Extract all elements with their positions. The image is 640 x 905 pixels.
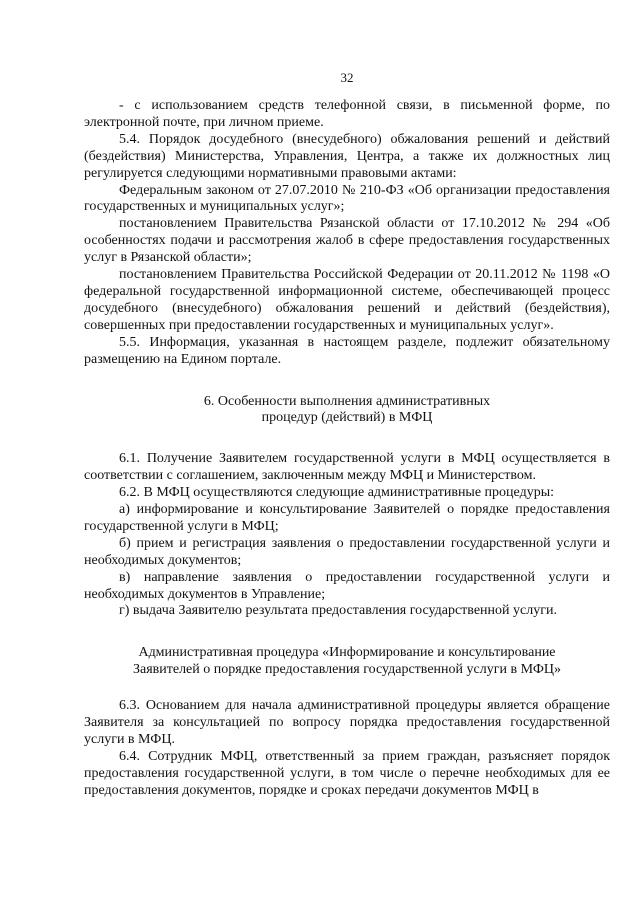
paragraph-ryazan-resolution: постановлением Правительства Рязанской области от 17.10.2012 № 294 «Об особенностях подачи и рассмотрения жалоб в сфере предоставления государственных услуг в Рязанской области»; (84, 216, 610, 266)
document-body (84, 98, 610, 800)
paragraph-contact-methods: - с использованием средств телефонной связи, в письменной форме, по электронной почте, при личном приеме. (84, 98, 610, 130)
list-item-b: б) прием и регистрация заявления о предоставлении государственной услуги и необходимых документов; (84, 535, 610, 568)
paragraph-5-4: 5.4. Порядок досудебного (внесудебного) обжалования решений и действий (бездействия) Министерства, Управления, Центра, а также их должностных лиц регулируется следующими нормативными правовыми актами: (84, 131, 610, 181)
procedure-heading-line-1: Административная процедура «Информирование и консультирование (138, 645, 556, 661)
section-6-heading-line-2: процедур (действий) в МФЦ (261, 410, 433, 426)
paragraph-federal-law: Федеральным законом от 27.07.2010 № 210-ФЗ «Об организации предоставления государственных и муниципальных услуг»; (84, 182, 610, 215)
page-number: 32 (340, 70, 354, 85)
paragraph-rf-resolution: постановлением Правительства Российской Федерации от 20.11.2012 № 1198 «О федеральной государственной информационной системе, обеспечивающей процесс досудебного (внесудебного) обжалования решений и действий (бездействия), совершенных при предоставлении государственных и муниципальных услуг». (84, 267, 610, 333)
procedure-heading-line-2: Заявителей о порядке предоставления государственной услуги в МФЦ» (132, 662, 562, 678)
list-item-g: г) выдача Заявителю результата предоставления государственной услуги. (119, 603, 557, 619)
paragraph-6-3: 6.3. Основанием для начала административной процедуры является обращение Заявителя за консультацией по вопросу порядка предоставления государственной услуги в МФЦ. (84, 698, 610, 747)
paragraph-6-2: 6.2. В МФЦ осуществляются следующие административные процедуры: (119, 485, 554, 501)
paragraph-6-1: 6.1. Получение Заявителем государственной услуги в МФЦ осуществляется в соответствии с соглашением, заключенным между МФЦ и Министерством. (84, 451, 610, 484)
section-6-heading-line-1: 6. Особенности выполнения административных (203, 393, 491, 409)
list-item-v: в) направление заявления о предоставлении государственной услуги и необходимых документов в Управление; (84, 569, 610, 602)
document-page (84, 0, 610, 905)
paragraph-6-4: 6.4. Сотрудник МФЦ, ответственный за прием граждан, разъясняет порядок предоставления государственной услуги, в том числе о перечне необходимых для ее предоставления документов, порядке и сроках передачи документов МФЦ в (84, 748, 610, 798)
list-item-a: а) информирование и консультирование Заявителей о порядке предоставления государственной услуги в МФЦ; (84, 502, 610, 534)
paragraph-5-5: 5.5. Информация, указанная в настоящем разделе, подлежит обязательному размещению на Едином портале. (84, 334, 610, 367)
